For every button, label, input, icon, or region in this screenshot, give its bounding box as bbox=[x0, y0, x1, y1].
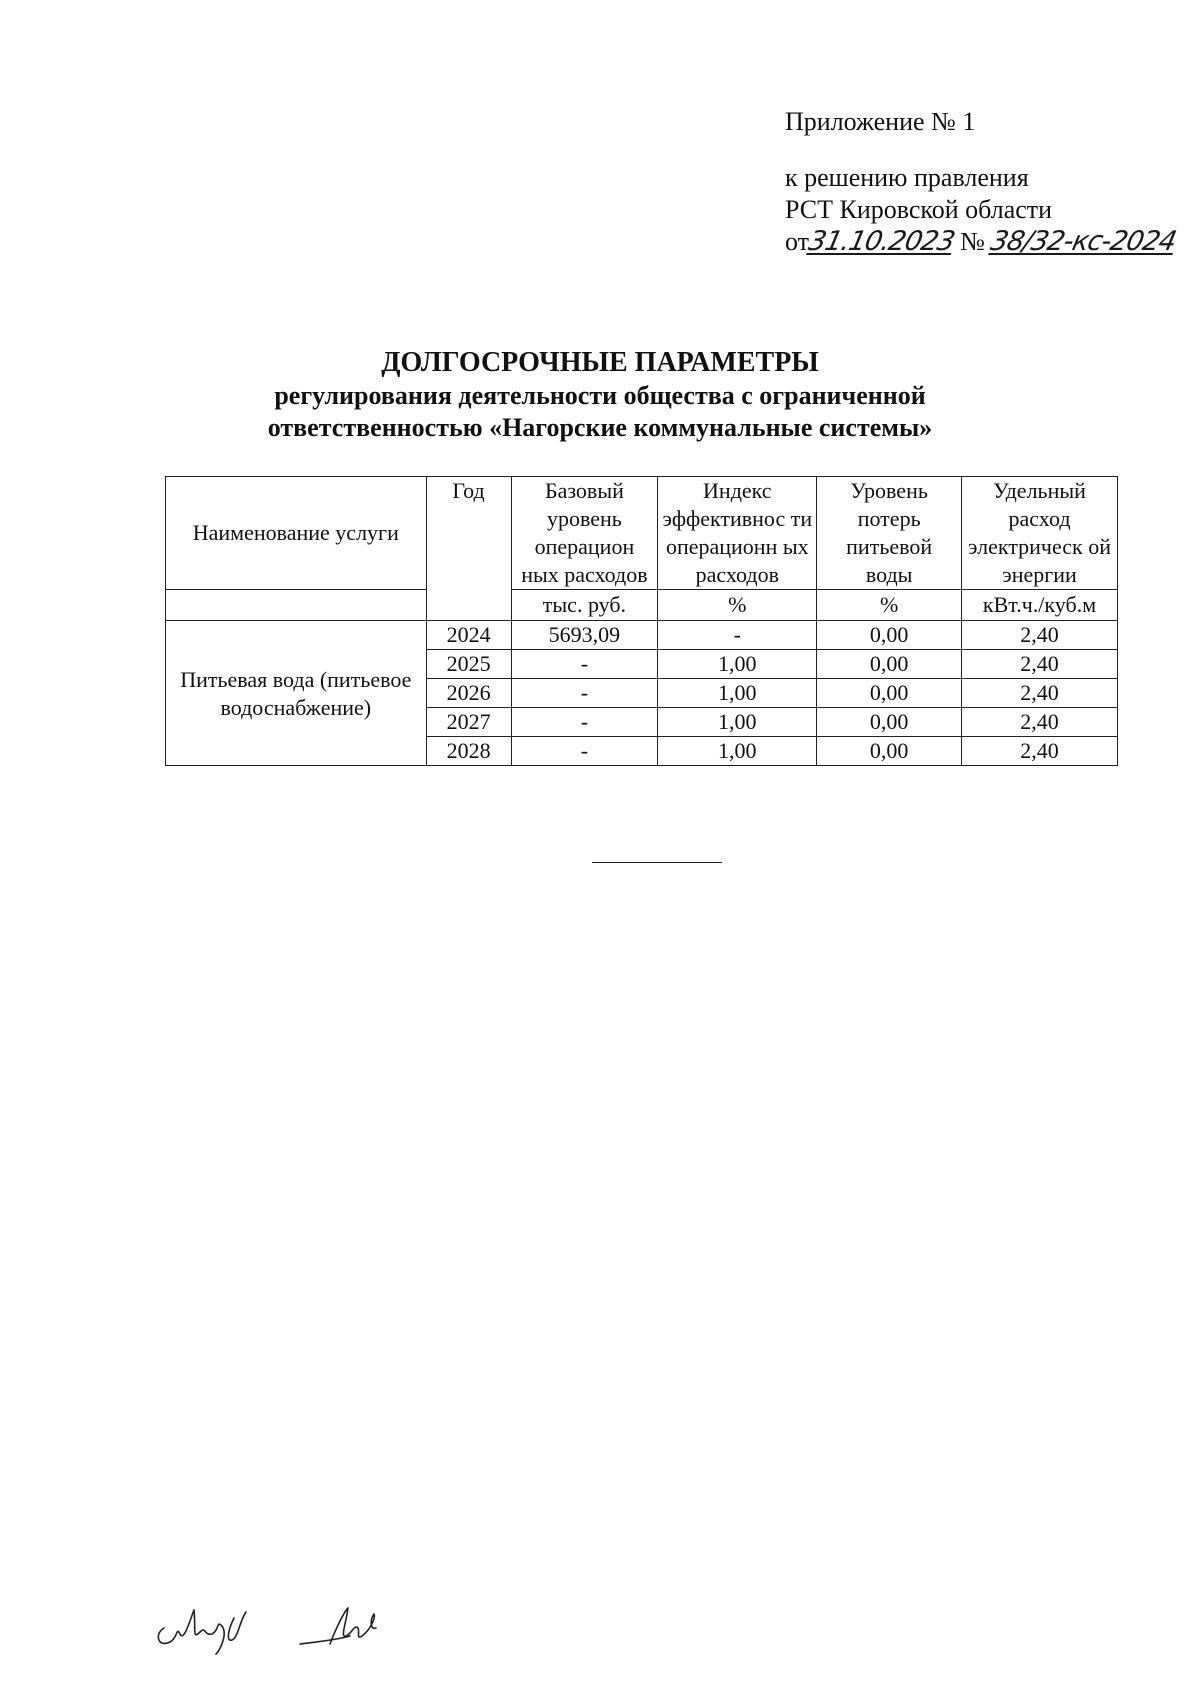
appendix-reference-line bbox=[785, 226, 1180, 258]
row-energy-use: 2,40 bbox=[962, 737, 1118, 766]
signature-2 bbox=[300, 1608, 376, 1644]
header-energy-use: Удельный расход электрическ ой энергии bbox=[962, 477, 1118, 590]
row-base-level: - bbox=[511, 650, 658, 679]
unit-water-loss: % bbox=[817, 590, 962, 621]
service-name-cell: Питьевая вода (питьевое водоснабжение) bbox=[166, 621, 427, 766]
row-energy-use: 2,40 bbox=[962, 679, 1118, 708]
from-label: от bbox=[785, 227, 810, 256]
unit-energy-use: кВт.ч./куб.м bbox=[962, 590, 1118, 621]
header-service: Наименование услуги bbox=[166, 477, 427, 590]
row-water-loss: 0,00 bbox=[817, 650, 962, 679]
row-base-level: - bbox=[511, 679, 658, 708]
table-header-row bbox=[166, 477, 1118, 590]
decision-number: 38/32-кс-2024 bbox=[988, 226, 1180, 257]
row-efficiency-index: 1,00 bbox=[658, 650, 817, 679]
header-efficiency-index: Индекс эффективнос ти операционн ых расходов bbox=[658, 477, 817, 590]
appendix-block bbox=[785, 106, 1180, 258]
row-base-level: - bbox=[511, 737, 658, 766]
table-units-row bbox=[166, 590, 1118, 621]
row-energy-use: 2,40 bbox=[962, 650, 1118, 679]
row-year: 2025 bbox=[426, 650, 511, 679]
unit-efficiency-index: % bbox=[658, 590, 817, 621]
end-of-document-rule bbox=[592, 862, 722, 863]
row-water-loss: 0,00 bbox=[817, 621, 962, 650]
row-year: 2028 bbox=[426, 737, 511, 766]
row-energy-use: 2,40 bbox=[962, 621, 1118, 650]
row-energy-use: 2,40 bbox=[962, 708, 1118, 737]
row-year: 2024 bbox=[426, 621, 511, 650]
row-efficiency-index: 1,00 bbox=[658, 708, 817, 737]
header-year: Год bbox=[426, 477, 511, 621]
header-base-level: Базовый уровень операцион ных расходов bbox=[511, 477, 658, 590]
appendix-authority-line: РСТ Кировской области bbox=[785, 195, 1053, 224]
document-subtitle-line-2: ответственностью «Нагорские коммунальные системы» bbox=[267, 413, 933, 442]
row-year: 2026 bbox=[426, 679, 511, 708]
signature-1 bbox=[158, 1610, 246, 1654]
document-subtitle-line-1: регулирования деятельности общества с ограниченной bbox=[274, 381, 926, 410]
appendix-title: Приложение № 1 bbox=[785, 107, 976, 136]
appendix-decision-line: к решению правления bbox=[785, 163, 1029, 192]
document-heading bbox=[150, 346, 1050, 444]
decision-date: 31.10.2023 bbox=[805, 226, 958, 257]
handwritten-signatures bbox=[150, 1590, 410, 1660]
units-service-empty bbox=[166, 590, 427, 621]
row-water-loss: 0,00 bbox=[817, 737, 962, 766]
row-base-level: - bbox=[511, 708, 658, 737]
number-label: № bbox=[960, 227, 985, 256]
header-water-loss: Уровень потерь питьевой воды bbox=[817, 477, 962, 590]
unit-base-level: тыс. руб. bbox=[511, 590, 658, 621]
parameters-table bbox=[165, 476, 1118, 766]
row-year: 2027 bbox=[426, 708, 511, 737]
row-efficiency-index: 1,00 bbox=[658, 679, 817, 708]
row-water-loss: 0,00 bbox=[817, 708, 962, 737]
row-efficiency-index: 1,00 bbox=[658, 737, 817, 766]
table-row bbox=[166, 621, 1118, 650]
row-efficiency-index: - bbox=[658, 621, 817, 650]
row-base-level: 5693,09 bbox=[511, 621, 658, 650]
document-title: ДОЛГОСРОЧНЫЕ ПАРАМЕТРЫ bbox=[381, 347, 819, 378]
row-water-loss: 0,00 bbox=[817, 679, 962, 708]
